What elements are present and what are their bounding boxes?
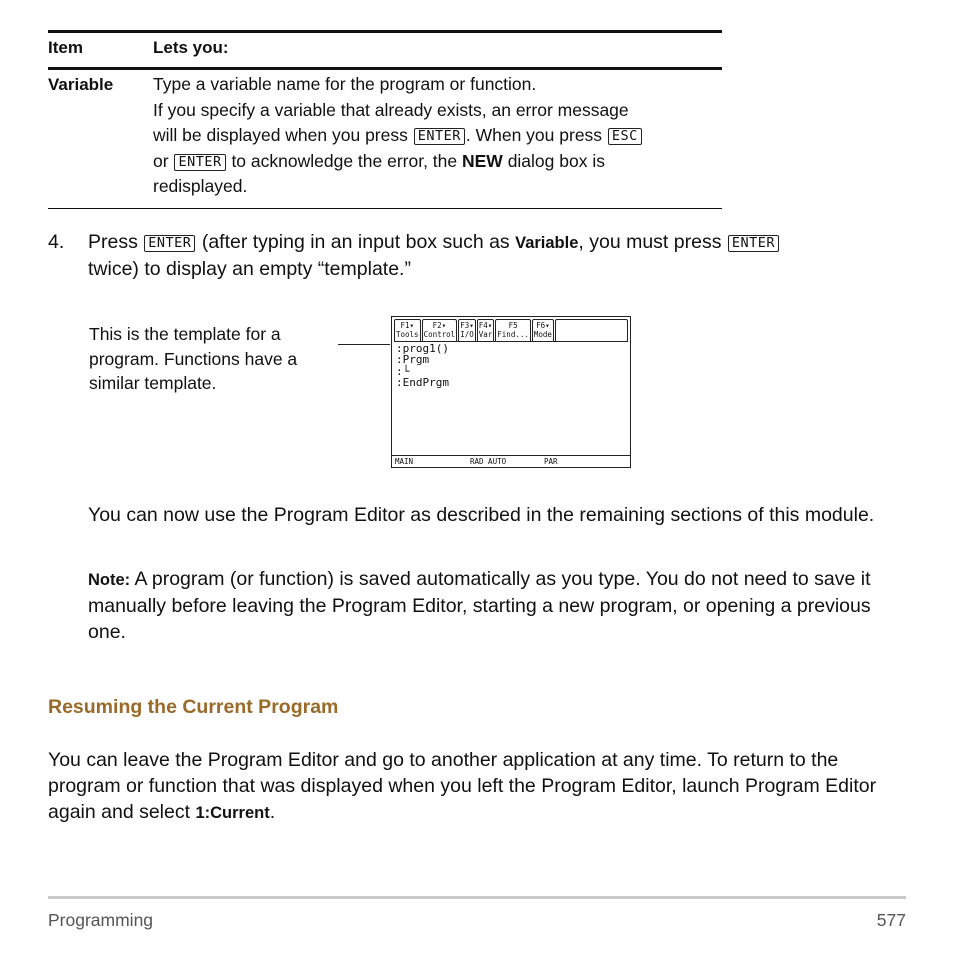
status-graph: PAR	[544, 457, 558, 466]
toolbar-button: F1▾ Tools	[396, 321, 419, 339]
table-row-item: Variable	[48, 75, 114, 94]
callout-leader-line	[338, 344, 390, 345]
variable-label: Variable	[515, 234, 579, 252]
enter-key-icon: ENTER	[144, 235, 195, 252]
desc-line: or ENTER to acknowledge the error, the NEW dialog box is	[153, 150, 605, 171]
enter-key-icon: ENTER	[728, 235, 779, 252]
desc-line: redisplayed.	[153, 176, 248, 196]
section-heading: Resuming the Current Program	[48, 696, 339, 718]
footer-section: Programming	[48, 910, 154, 930]
toolbar-empty-tab	[555, 319, 628, 341]
table-top-rule	[48, 30, 722, 33]
status-angle: RAD AUTO	[470, 457, 507, 466]
table-row-description	[153, 72, 713, 200]
toolbar-button: F4▾ Var	[478, 321, 493, 339]
code-line: :└	[396, 365, 410, 378]
esc-key-icon: ESC	[608, 128, 642, 145]
desc-line: Type a variable name for the program or function.	[153, 74, 537, 94]
current-menu-item: 1:Current	[195, 804, 270, 822]
callout-text: This is the template for a program. Functions have a similar template.	[89, 324, 298, 393]
enter-key-icon: ENTER	[174, 154, 225, 171]
footer-rule	[48, 896, 906, 899]
table-header-item: Item	[48, 38, 83, 57]
screen-toolbar	[394, 319, 628, 341]
toolbar-button: F6▾ Mode	[533, 321, 552, 339]
desc-line: If you specify a variable that already exists, an error message	[153, 99, 629, 120]
new-dialog-label: NEW	[462, 150, 503, 171]
note-paragraph: Note: A program (or function) is saved automatically as you type. You do not need to save it manually before leaving the Program Editor, starting a new program, or opening a previous one.	[88, 568, 871, 643]
table-header-rule	[48, 67, 722, 70]
paragraph-resume: You can leave the Program Editor and go to another application at any time. To return to the program or function that was displayed when you left the Program Editor, launch Program Editor again and select 1:Current.	[48, 749, 877, 823]
calculator-screen	[391, 316, 631, 468]
desc-line: will be displayed when you press ENTER . When you press ESC	[153, 123, 713, 149]
paragraph-editor-usage: You can now use the Program Editor as described in the remaining sections of this module.	[88, 504, 875, 526]
page-number: 577	[876, 910, 906, 930]
code-line: :prog1()	[396, 342, 449, 355]
step-number: 4.	[48, 231, 65, 253]
status-mode: MAIN	[395, 457, 414, 466]
step4-text: Press ENTER (after typing in an input box such as Variable, you must press ENTER twice) to display an empty “template.”	[88, 229, 908, 282]
toolbar-button: F2▾ Control	[423, 321, 456, 339]
enter-key-icon: ENTER	[414, 128, 465, 145]
screen-status-bar	[392, 455, 630, 467]
note-label: Note:	[88, 571, 131, 589]
toolbar-button: F3▾ I/O	[460, 321, 474, 339]
table-bottom-rule	[48, 208, 722, 209]
code-line: :Prgm	[396, 353, 430, 366]
toolbar-button: F5 Find...	[497, 321, 529, 339]
code-line: :EndPrgm	[396, 376, 449, 389]
table-header-lets: Lets you:	[153, 38, 229, 57]
